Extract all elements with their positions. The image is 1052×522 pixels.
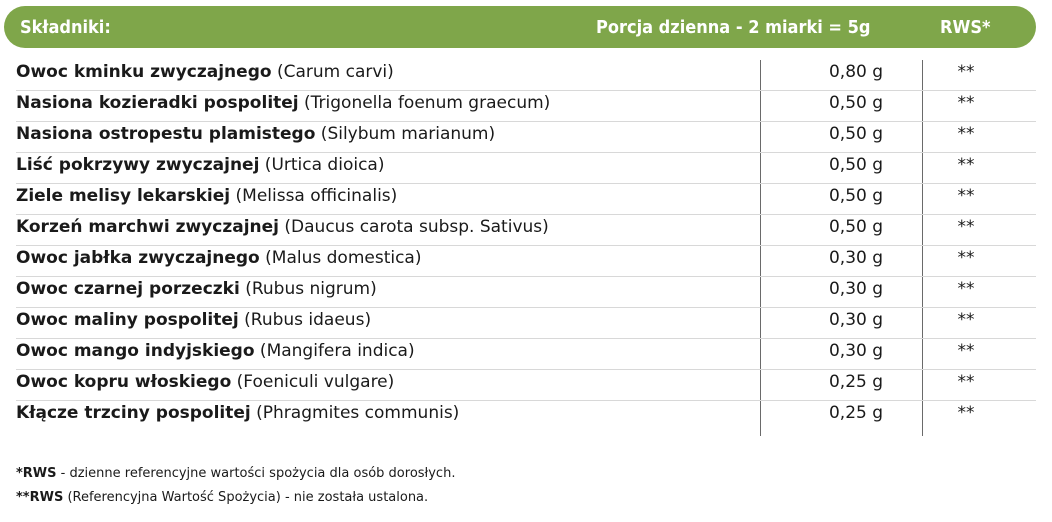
ingredient-latin-name: (Rubus nigrum) <box>239 279 377 299</box>
ingredient-latin-name: (Foeniculi vulgare) <box>231 372 395 392</box>
ingredient-dose: 0,30 g <box>828 310 884 330</box>
ingredient-rws: ** <box>957 155 975 175</box>
ingredient-dose: 0,30 g <box>828 248 884 268</box>
header-ingredients: Składniki: <box>20 17 111 38</box>
ingredient-dose: 0,50 g <box>828 217 884 237</box>
ingredient-name <box>16 155 384 175</box>
ingredient-latin-name: (Daucus carota subsp. Sativus) <box>279 217 549 237</box>
table-header <box>4 6 1036 48</box>
ingredient-dose: 0,50 g <box>828 93 884 113</box>
footnote-rws-double <box>16 486 455 510</box>
ingredient-dose: 0,80 g <box>828 62 884 82</box>
ingredient-name <box>16 310 371 330</box>
table-row <box>16 246 1036 277</box>
footnotes <box>16 462 455 510</box>
table-row <box>16 153 1036 184</box>
table-row <box>16 308 1036 339</box>
table-row <box>16 370 1036 401</box>
table-row <box>16 401 1036 432</box>
ingredient-dose: 0,50 g <box>828 124 884 144</box>
ingredient-rws: ** <box>957 217 975 237</box>
ingredient-common-name: Ziele melisy lekarskiej <box>16 186 231 206</box>
ingredient-rws: ** <box>957 62 975 82</box>
ingredient-common-name: Owoc czarnej porzeczki <box>16 279 240 299</box>
ingredient-name <box>16 217 549 237</box>
ingredient-name <box>16 248 421 268</box>
ingredient-dose: 0,50 g <box>828 186 884 206</box>
ingredient-name <box>16 186 397 206</box>
ingredient-common-name: Korzeń marchwi zwyczajnej <box>16 217 279 237</box>
ingredient-common-name: Nasiona ostropestu plamistego <box>16 124 316 144</box>
table-row <box>16 60 1036 91</box>
ingredient-rws: ** <box>957 279 975 299</box>
ingredient-rws: ** <box>957 248 975 268</box>
ingredient-latin-name: (Mangifera indica) <box>254 341 415 361</box>
ingredient-rws: ** <box>957 124 975 144</box>
table-row <box>16 277 1036 308</box>
ingredient-latin-name: (Carum carvi) <box>271 62 394 82</box>
ingredient-common-name: Owoc mango indyjskiego <box>16 341 255 361</box>
ingredient-latin-name: (Silybum marianum) <box>315 124 496 144</box>
ingredient-dose: 0,50 g <box>828 155 884 175</box>
ingredient-dose: 0,30 g <box>828 341 884 361</box>
ingredient-dose: 0,25 g <box>828 403 884 423</box>
footnote-rws-label: *RWS <box>16 466 57 481</box>
ingredient-common-name: Kłącze trzciny pospolitej <box>16 403 251 423</box>
footnote-rws-text: - dzienne referencyjne wartości spożycia dla osób dorosłych. <box>56 466 456 481</box>
table-row <box>16 122 1036 153</box>
ingredient-common-name: Owoc maliny pospolitej <box>16 310 239 330</box>
ingredient-common-name: Owoc kopru włoskiego <box>16 372 232 392</box>
footnote-rws-double-label: **RWS <box>16 490 64 505</box>
table-row <box>16 339 1036 370</box>
ingredient-common-name: Nasiona kozieradki pospolitej <box>16 93 299 113</box>
ingredient-latin-name: (Phragmites communis) <box>250 403 460 423</box>
ingredient-rws: ** <box>957 186 975 206</box>
table-row <box>16 91 1036 122</box>
footnote-rws <box>16 462 455 486</box>
ingredient-common-name: Liść pokrzywy zwyczajnej <box>16 155 260 175</box>
ingredient-rws: ** <box>957 403 975 423</box>
ingredient-name <box>16 93 550 113</box>
ingredient-latin-name: (Rubus idaeus) <box>238 310 372 330</box>
ingredient-rws: ** <box>957 93 975 113</box>
ingredient-name <box>16 403 459 423</box>
ingredient-common-name: Owoc kminku zwyczajnego <box>16 62 272 82</box>
ingredient-latin-name: (Trigonella foenum graecum) <box>298 93 551 113</box>
ingredient-name <box>16 372 394 392</box>
table-row <box>16 215 1036 246</box>
ingredient-rws: ** <box>957 341 975 361</box>
ingredient-common-name: Owoc jabłka zwyczajnego <box>16 248 260 268</box>
ingredient-name <box>16 279 377 299</box>
table-row <box>16 184 1036 215</box>
ingredient-latin-name: (Melissa officinalis) <box>230 186 398 206</box>
ingredient-dose: 0,25 g <box>828 372 884 392</box>
ingredient-dose: 0,30 g <box>828 279 884 299</box>
ingredient-rws: ** <box>957 310 975 330</box>
ingredients-table <box>16 60 1036 432</box>
ingredient-name <box>16 124 495 144</box>
ingredient-rws: ** <box>957 372 975 392</box>
header-rws: RWS* <box>940 17 991 38</box>
footnote-rws-double-text: (Referencyjna Wartość Spożycia) - nie została ustalona. <box>63 490 429 505</box>
ingredient-name <box>16 341 415 361</box>
header-daily-dose: Porcja dzienna - 2 miarki = 5g <box>596 17 871 38</box>
ingredient-name <box>16 62 394 82</box>
ingredient-latin-name: (Urtica dioica) <box>259 155 385 175</box>
ingredient-latin-name: (Malus domestica) <box>259 248 422 268</box>
